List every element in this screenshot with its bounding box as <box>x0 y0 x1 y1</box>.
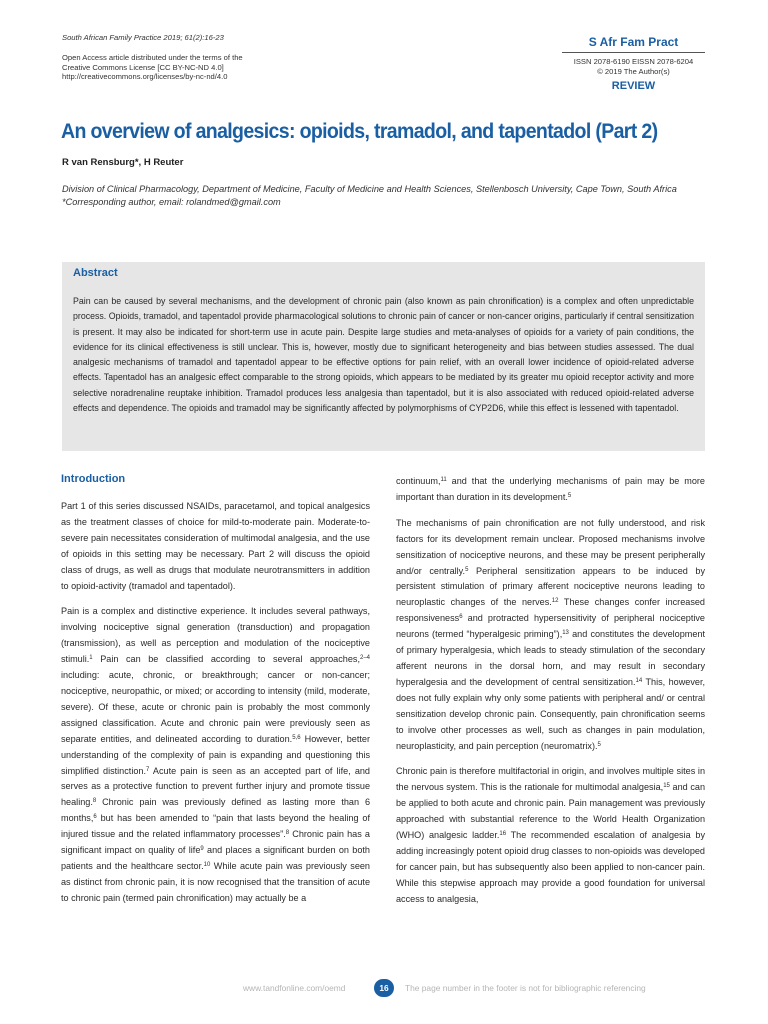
text-run: Chronic pain is therefore multifactorial in origin, and involves multiple sites in the nervous system. This is the rationale for multimodal analgesia, <box>396 766 705 793</box>
column-left <box>61 472 370 917</box>
abstract-heading: Abstract <box>73 267 118 279</box>
header-left <box>62 33 243 81</box>
affiliation-text: Division of Clinical Pharmacology, Department of Medicine, Faculty of Medicine and Health Sciences, Stellenbosch University, Cape Town, South Africa <box>62 184 677 194</box>
text-run: These changes confer increased responsiveness <box>396 597 705 624</box>
text-run: and protracted hypersensitivity of peripheral nociceptive neurons (termed “hyperalgesic priming”), <box>396 613 705 640</box>
copyright: © 2019 The Author(s) <box>597 66 670 76</box>
text-run: and constitutes the development of primary hyperalgesia, which leads to steady stimulation of the secondary afferent neurons in the dorsal horn, and may result in secondary hyperalgesia and the development of central sensitization. <box>396 629 705 687</box>
text-run: The recommended escalation of analgesia by adding increasingly potent opioid drug classes to non-opioids was developed for cancer pain, but has subsequently also been applied to non-cancer pain. While this stepwise approach may provide a good foundation for universal access to analgesia, <box>396 830 705 904</box>
citation-ref: 6 <box>459 614 463 621</box>
citation-ref: 1 <box>89 655 93 662</box>
text-run: and that the underlying mechanisms of pain may be more important than duration in its development. <box>396 476 705 502</box>
citation-ref: 13 <box>562 630 569 637</box>
text-run: While acute pain was previously seen as distinct from chronic pain, it is now recognised that the transition of acute to chronic pain (termed pain chronification) may actually be a <box>61 860 370 903</box>
text-run: The mechanisms of pain chronification are not fully understood, and risk factors for its development remain unclear. Proposed mechanisms involve sensitization of nociceptive neurons, and these may be present peripherally and/or centrally. <box>396 517 705 576</box>
text-run: This, however, does not fully explain why only some patients with peripheral and/ or central sensitization develop chronic pain. Consequently, pain chronification seems to involve other processes as well, such as changes in pain modulation, neuroplasticity, and pain perception (neuromatrix). <box>396 676 705 751</box>
citation-ref: 12 <box>551 598 559 605</box>
citation-ref: 15 <box>663 783 670 790</box>
authors: R van Rensburg*, H Reuter <box>62 157 184 168</box>
text-run: continuum, <box>396 476 441 486</box>
citation-ref: 5,6 <box>292 734 301 741</box>
paragraph-5 <box>396 764 705 907</box>
abstract-box <box>62 262 705 451</box>
footer-note: The page number in the footer is not for bibliographic referencing <box>405 983 646 993</box>
citation-ref: 9 <box>200 846 204 853</box>
paragraph-4 <box>396 516 705 755</box>
license-line-1: Open Access article distributed under the terms of the <box>62 53 243 63</box>
citation-ref: 11 <box>440 477 447 483</box>
page-number-badge: 16 <box>374 979 394 997</box>
paragraph-1: Part 1 of this series discussed NSAIDs, paracetamol, and topical analgesics as the treatment classes of choice for mild-to-moderate pain. Moderate-to-severe pain necessitates consideration of multimodal analgesia, and the use of opioids in this setting may be necessary. Part 2 will discuss the opioid class of drugs, as well as drugs that modulate neurotransmitters in addition to opioid-activity (tramadol and tapentadol). <box>61 501 370 591</box>
citation-ref: 2–4 <box>359 655 370 662</box>
text-run: Pain can be classified according to several approaches, <box>92 654 360 665</box>
text-run: but has been amended to “pain that lasts beyond the healing of injured tissue and the related inflammatory processes”. <box>61 813 370 840</box>
article-title: An overview of analgesics: opioids, tramadol, and tapentadol (Part 2) <box>61 120 658 143</box>
citation-ref: 5 <box>597 741 601 748</box>
text-run: including: acute, chronic, or breakthrough; cancer or non-cancer; nociceptive, neuropathic, or mixed; or according to intensity (mild, moderate, severe). Of these, acute or chronic pain is probably the most commonly assigned classification. Acute and chronic pain were previously seen as separate entities, and delineated according to duration. <box>61 670 370 744</box>
footer <box>0 979 768 999</box>
citation-ref: 5 <box>465 566 469 573</box>
text-run: Peripheral sensitization appears to be induced by persistent stimulation of primary afferent nociceptive neurons leading to neuroplastic changes of the nerves. <box>396 565 705 608</box>
citation-ref: 14 <box>635 677 643 684</box>
affiliation <box>62 183 712 209</box>
abstract-text: Pain can be caused by several mechanisms, and the development of chronic pain (also known as pain chronification) is a complex and often unpredictable process. Opioids, tramadol, and tapentadol provide pharmacological solutions to chronic pain of cancer or non-cancer origins, particularly if central sensitization is present. It may also be indicated for short-term use in acute pain. Despite large studies and meta-analyses of opioids for a variety of pain conditions, the evidence for its clinical effectiveness is still unclear. This is, however, mostly due to significant heterogeneity and bias between studies assessed. The dual analgesic mechanisms of tramadol and tapentadol appear to be effective options for pain relief, with an overall lower incidence of opioid-related adverse effects. Tapentadol has an analgesic effect comparable to the strong opioids, which appears to be mediated by its greater mu opioid receptor activity and more selective noradrenaline reuptake inhibition. Tramadol produces less analgesia than tapentadol, but it is also associated with reduced opioid-related adverse effects and dependence. The opioids and tramadol may be significantly affected by polymorphisms of CYP2D6, while this effect is lessened with tapentadol. <box>73 296 694 414</box>
footer-url[interactable]: www.tandfonline.com/oemd <box>243 983 346 993</box>
corresponding-author: *Corresponding author, email: rolandmed@gmail.com <box>62 197 281 207</box>
citation-ref: 8 <box>92 798 97 805</box>
article-type: REVIEW <box>611 80 656 92</box>
text-run: However, better understanding of the complexity of pain is expanding and questioning this simplified distinction. <box>61 733 370 776</box>
introduction-heading: Introduction <box>61 473 126 485</box>
column-right <box>396 474 705 918</box>
text-run: Acute pain is seen as an accepted part of life, and serves as a protective function to prevent further injury and promote tissue healing. <box>61 765 370 808</box>
citation-ref: 8 <box>285 830 290 837</box>
text-run: Chronic pain was previously defined as lasting more than 6 months, <box>61 797 370 824</box>
citation-ref: 6 <box>93 814 97 821</box>
license-line-2: Creative Commons License [CC BY-NC-ND 4.0] <box>62 62 224 72</box>
citation-ref: 5 <box>567 492 572 499</box>
text-run: and places a significant burden on both patients and the healthcare sector. <box>61 845 370 871</box>
paragraph-2 <box>61 604 370 906</box>
header-divider <box>562 52 705 53</box>
text-run: Pain is a complex and distinctive experience. It includes several pathways, involving nociceptive signal generation (transduction) and propagation (transmission), as well as perception and modulation of the nociceptive stimuli. <box>61 606 370 665</box>
paragraph-3 <box>396 474 705 506</box>
issn: ISSN 2078-6190 EISSN 2078-6204 <box>573 57 694 66</box>
journal-citation: South African Family Practice 2019; 61(2):16-23 <box>62 33 224 42</box>
text-run: Chronic pain has a significant impact on quality of life <box>61 829 370 856</box>
license-url[interactable]: http://creativecommons.org/licenses/by-nc-nd/4.0 <box>62 71 228 81</box>
text-run: and can be applied to both acute and chronic pain. Pain management was previously approached with substantial reference to the World Health Organization (WHO) analgesic ladder. <box>396 782 705 841</box>
citation-ref: 16 <box>499 831 507 838</box>
header-right <box>562 35 705 93</box>
citation-ref: 10 <box>203 861 211 868</box>
journal-abbreviation: S Afr Fam Pract <box>588 35 679 49</box>
citation-ref: 7 <box>145 766 150 773</box>
